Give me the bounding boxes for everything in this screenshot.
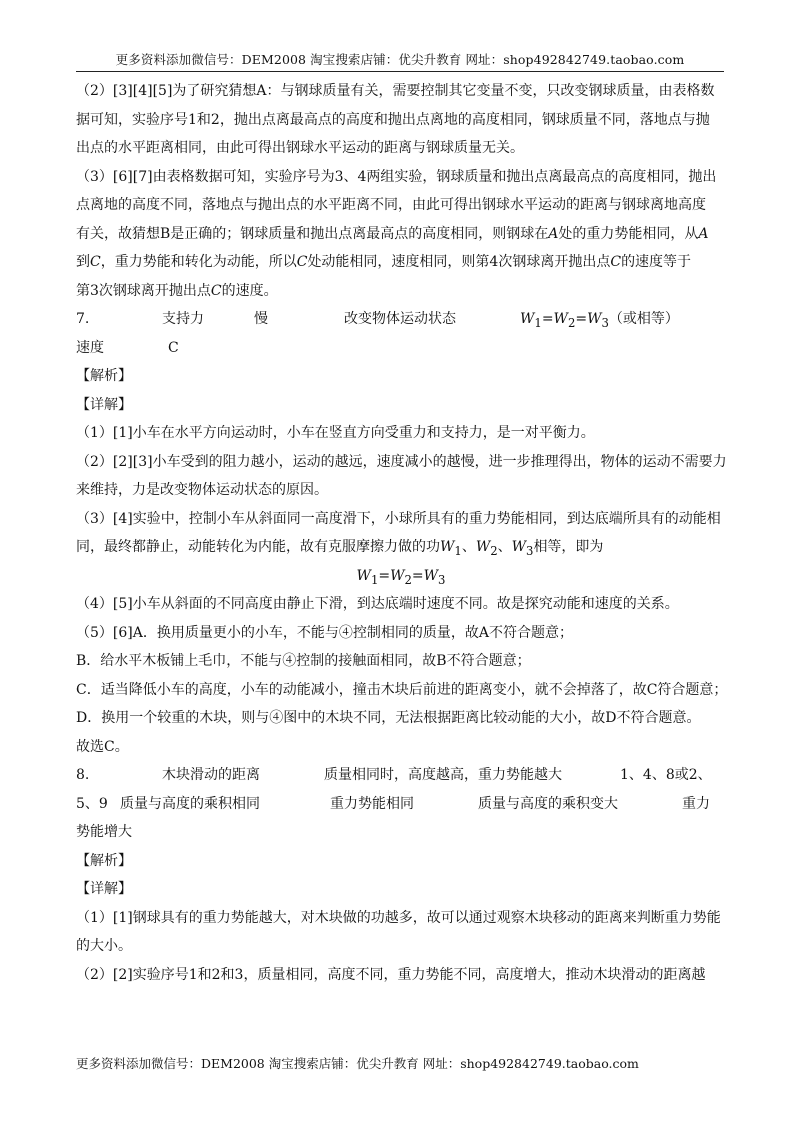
q8-number: 8. [76,767,90,783]
q8-answer-6: 质量与高度的乘积变大 [478,795,618,812]
q7-answer-2: 慢 [254,311,268,327]
paragraph-line: C．适当降低小车的高度，小车的动能减小，撞击木块后前进的距离变小，就不会掉落了，故C符合题意； [76,681,728,698]
q7-answer-3: 改变物体运动状态 [344,311,456,327]
paragraph-line: 有关，故猜想B是正确的；钢球质量和抛出点离最高点的高度相同，则钢球在A处的重力势能相同，从A [76,225,709,242]
paragraph-line: （3）[4]实验中，控制小车从斜面同一高度滑下，小球所具有的重力势能相同，到达底端所具有的动能相 [76,510,721,527]
q8-answer-1: 木块滑动的距离 [162,767,260,783]
paragraph-line: 同，最终都静止，动能转化为内能，故有克服摩擦力做的功$W_1$、$W_2$、$W_3$相等，即为 [76,539,604,558]
page-footer: 更多资料添加微信号：DEM2008 淘宝搜索店铺：优尖升教育 网址：shop492842749.taobao.com [76,1056,639,1071]
q7-answer-4: $W_1=W_2=W_3$（或相等） [520,311,679,330]
paragraph-line: B．给水平木板铺上毛巾，不能与④控制的接触面相同，故B不符合题意； [76,653,531,669]
q8-answer-4: 质量与高度的乘积相同 [120,795,260,812]
q7-number: 7. [76,311,90,327]
paragraph-line: 来维持，力是改变物体运动状态的原因。 [76,482,328,498]
q7-answer-6: C [168,339,179,356]
paragraph-line: 据可知，实验序号1和2，抛出点离最高点的高度和抛出点离地的高度相同，钢球质量不同，落地点与抛 [76,111,710,128]
q8-answer-3b: 5、9 [76,795,108,812]
q8-answer-line-2 [76,790,726,819]
paragraph-line: （2）[2][3]小车受到的阻力越小，运动的越远，速度减小的越慢，进一步推理得出，物体的运动不需要力 [76,453,727,470]
section-heading-detail: 【详解】 [76,396,132,413]
q8-answer-2: 质量相同时，高度越高，重力势能越大 [324,767,562,783]
q7-answer-line [76,305,726,334]
q7-answer-1: 支持力 [162,311,204,327]
q8-answer-line-3: 势能增大 [76,824,132,840]
paragraph-line: （5）[6]A．换用质量更小的小车，不能与④控制相同的质量，故A不符合题意； [76,624,573,641]
paragraph-line: （1）[1]钢球具有的重力势能越大，对木块做的功越多，故可以通过观察木块移动的距离来判断重力势能 [76,909,721,926]
paragraph-line: 点离地的高度不同，落地点与抛出点的水平距离不同，由此可得出钢球水平运动的距离与钢球离地高度 [76,197,706,213]
paragraph-line: D．换用一个较重的木块，则与④图中的木块不同，无法根据距离比较动能的大小，故D不符合题意。 [76,710,701,726]
section-heading-analysis: 【解析】 [76,852,132,869]
paragraph-line: 出点的水平距离相同，由此可得出钢球水平运动的距离与钢球质量无关。 [76,140,524,156]
q8-answer-line [76,761,726,790]
paragraph-line: （1）[1]小车在水平方向运动时，小车在竖直方向受重力和支持力，是一对平衡力。 [76,425,595,441]
paragraph-line: （4）[5]小车从斜面的不同高度由静止下滑，到达底端时速度不同。故是探究动能和速度的关系。 [76,596,679,612]
equation-line: $W_1=W_2=W_3$ [356,567,446,587]
paragraph-line: （3）[6][7]由表格数据可知，实验序号为3、4两组实验，钢球质量和抛出点离最高点的高度相同，抛出 [76,168,717,185]
q7-answer-5: 速度 [76,339,104,356]
paragraph-line: 故选C。 [76,738,129,755]
q8-answer-5: 重力势能相同 [330,795,414,812]
paragraph-line: 第3次钢球离开抛出点C的速度。 [76,282,278,299]
paragraph-line: 到C，重力势能和转化为动能，所以C处动能相同，速度相同，则第4次钢球离开抛出点C的速度等于 [76,254,692,270]
document-body [76,77,726,989]
header-divider [76,71,724,72]
section-heading-detail: 【详解】 [76,881,132,897]
paragraph-line: （2）[3][4][5]为了研究猜想A：与钢球质量有关，需要控制其它变量不变，只改变钢球质量，由表格数 [76,83,715,99]
page-header: 更多资料添加微信号：DEM2008 淘宝搜索店铺：优尖升教育 网址：shop492842749.taobao.com [115,52,685,67]
q8-answer-7: 重力 [682,795,710,812]
q8-answer-3: 1、4、8或2、 [620,767,712,783]
q7-answer-line-2 [76,334,726,363]
section-heading-analysis: 【解析】 [76,368,132,384]
paragraph-line: 的大小。 [76,938,132,954]
paragraph-line: （2）[2]实验序号1和2和3，质量相同，高度不同，重力势能不同，高度增大，推动木块滑动的距离越 [76,966,706,983]
